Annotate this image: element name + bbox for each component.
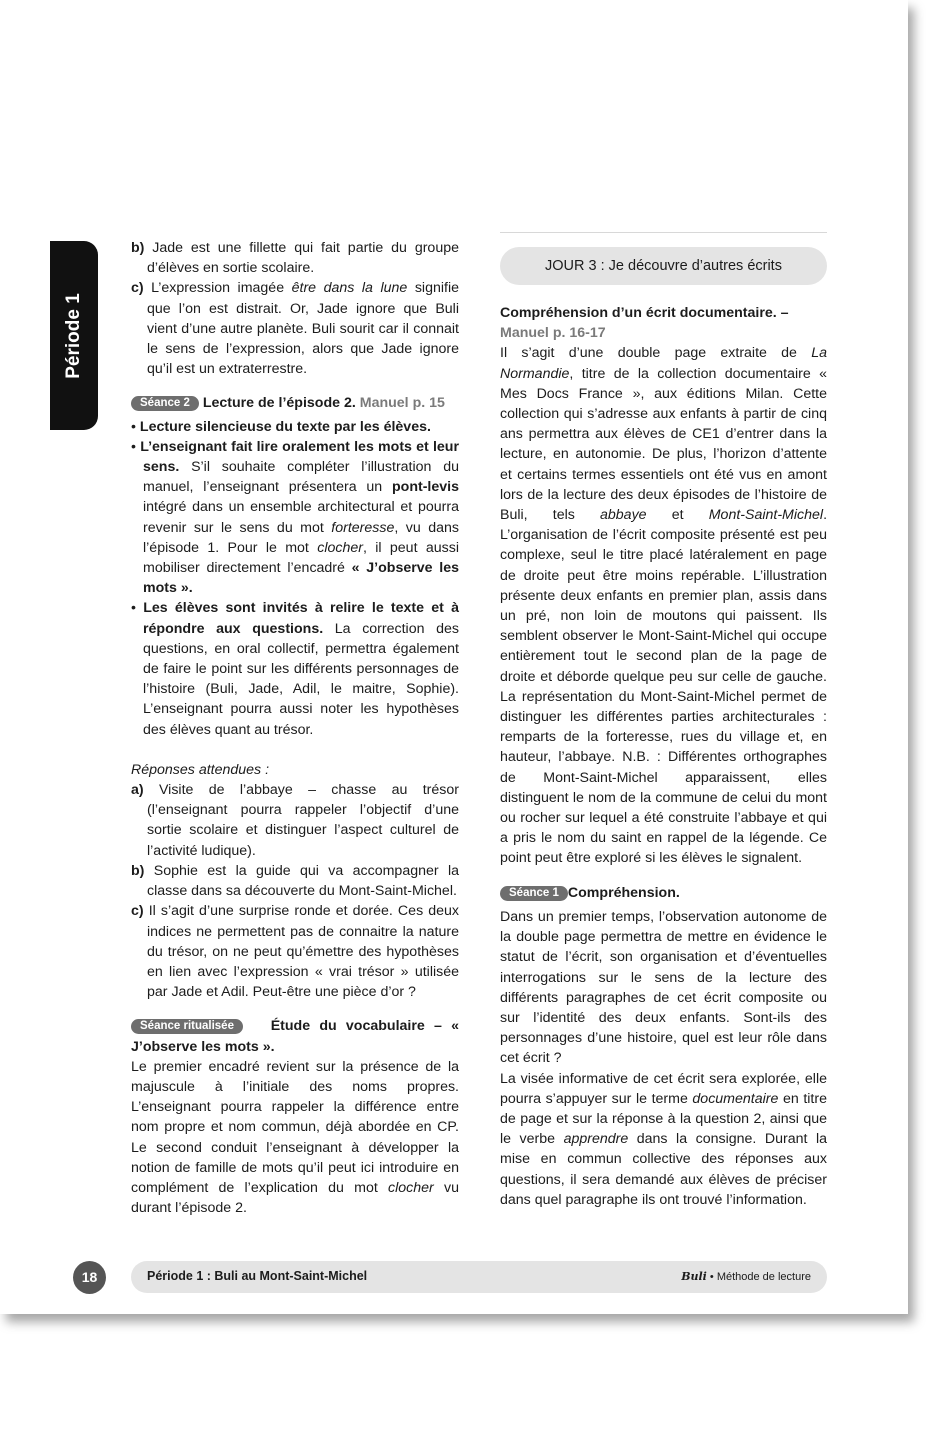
item-text: Visite de l’abbaye – chasse au trésor (l’enseignant pourra rappeler l’objectif d’une sortie scolaire et distinguer l’aspect culturel de l’activité ludique).	[147, 782, 459, 859]
vocab-paragraph	[131, 1057, 459, 1219]
item-label: a)	[131, 782, 144, 799]
paragraph-text: en titre de page et sur la réponse à la question 2, ainsi que le verbe	[500, 1090, 827, 1148]
comprehension-heading	[500, 303, 827, 343]
item-label: b)	[131, 862, 145, 879]
answer-item	[131, 901, 459, 1002]
day-banner: JOUR 3 : Je découvre d’autres écrits	[500, 247, 827, 285]
seance-2-pill: Séance 2	[131, 396, 199, 411]
left-column	[131, 238, 459, 1218]
bullet-bold: « J’observe les mots ».	[143, 560, 459, 597]
paragraph-italic: Mont-Saint-Michel	[708, 507, 824, 524]
seance-ritualisee-heading	[131, 1016, 459, 1056]
seance-ritualisee-pill: Séance ritualisée	[131, 1019, 243, 1034]
paragraph-italic: abbaye	[600, 507, 647, 524]
item-text: Il s’agit d’une surprise ronde et dorée. Ces deux indices ne permettent pas de connaitre la nature du trésor, on ne peut qu’émettre des hypothèses en lien avec l’expression « vrai trésor » utilisée par Jade et Adil. Peut-être une pièce d’or ?	[147, 903, 459, 1001]
comprehension-title: Compréhension d’un écrit documentaire. –	[500, 305, 789, 321]
seance-1-title: Compréhension.	[567, 884, 680, 901]
paragraph-italic: documentaire	[692, 1090, 779, 1107]
brand-logo: Buli	[681, 1270, 707, 1283]
comprehension-paragraph: Dans un premier temps, l’observation autonome de la double page permettra de mettre en évidence le statut de l’écrit, son organisation et d’éventuelles interrogations sur le sens de la lecture des différents paragraphes de cet écrit composite ou sur l’identité des deux enfants. Sont-ils des personnages d’une histoire, quel est leur rôle dans cet écrit ?	[500, 908, 827, 1067]
bullet-italic: clocher	[317, 539, 363, 556]
paragraph-text: , titre de la collection documentaire « Mes Docs France », aux éditions Milan. Cette collection qui s’adresse aux enfants à partir de cinq ans permettra aux élèves de CE1 d’entrer dans la lecture, en autonomie. De plus, l’horizon d’attente et certains termes essentiels ont été vus en amont lors de la lecture des deux épisodes de l’histoire de Buli, tels	[500, 365, 827, 524]
bullet-mark: •	[131, 438, 136, 455]
seance-1-pill: Séance 1	[500, 886, 568, 901]
item-text: Jade est une fillette qui fait partie du groupe d’élèves en sortie scolaire.	[147, 240, 459, 277]
item-label: c)	[131, 903, 144, 920]
bullet-item	[131, 598, 459, 739]
page-number: 18	[73, 1261, 106, 1294]
paragraph-text: . L’organisation de l’écrit composite présenté est peu complexe, seul le titre placé latéralement en page de droite peut être moins repérable. L’illustration présente deux enfants en premier plan, assis dans un pré, non loin de moutons qui paissent. Ils semblent observer le Mont-Saint-Michel qui occupe entièrement tout le second plan de la page de droite et déborde quelque peu sur celle de gauche. La représentation du Mont-Saint-Michel permet de distinguer les différentes parties architecturales : remparts de la forteresse, rues du village et, en hauteur, l’abbaye. N.B. : Différentes orthographes de Mont-Saint-Michel apparaissent, elles distinguent le nom de la commune de celui du mont ou rocher sur lequel a été construite l’abbaye et qui a pris le nom du saint en rappel de la légende. Ce point peut être exploré si les élèves le signalent.	[500, 507, 828, 867]
answer-c-prev	[131, 278, 459, 379]
answer-item	[131, 861, 459, 901]
period-side-tab	[50, 241, 98, 430]
manual-reference: Manuel p. 15	[359, 395, 445, 412]
paragraph-italic: apprendre	[563, 1131, 629, 1148]
bullet-bold: Lecture silencieuse du texte par les élèves.	[139, 418, 431, 435]
item-text: Sophie est la guide qui va accompagner la classe dans sa découverte du Mont-Saint-Michel.	[147, 862, 459, 900]
manual-reference: Manuel p. 16-17	[500, 325, 606, 342]
seance-2-title: Lecture de l’épisode 2.	[202, 395, 356, 412]
bullet-bold: L’enseignant fait lire oralement les mots et leur sens.	[140, 438, 459, 476]
seance-1-heading	[500, 883, 827, 903]
bullet-bold: pont-levis	[391, 479, 459, 496]
paragraph-text: dans la consigne. Durant la mise en commun collective des réponses aux questions, il sera demandé aux élèves de préciser dans quel paragraphe ils ont trouvé l’information.	[500, 1131, 827, 1208]
answers-title-text: Réponses attendues :	[131, 761, 270, 778]
period-side-label: Période 1	[63, 292, 84, 379]
informative-paragraph	[500, 1069, 827, 1210]
item-italic: être dans la lune	[291, 280, 408, 297]
bullet-item	[131, 437, 459, 599]
bullet-text: La correction des questions, en oral collectif, permettra également de faire le point sur les différents personnages de l’histoire (Buli, Jade, Adil, le maitre, Sophie). L’enseignant pourra aussi noter les hypothèses des élèves quant au trésor.	[143, 620, 460, 738]
documentary-paragraph	[500, 343, 827, 868]
bullet-text: , il peut aussi mobiliser directement l’encadré	[143, 539, 459, 577]
seance-2-heading	[131, 393, 459, 413]
footer-brand-block	[681, 1270, 811, 1283]
bullet-mark: •	[131, 418, 136, 435]
footer-period-title: Période 1 : Buli au Mont-Saint-Michel	[147, 1269, 368, 1283]
seance-ritualisee-title: Étude du vocabulaire – « J’observe les mots ».	[131, 1018, 459, 1055]
answers-title	[131, 760, 459, 780]
paragraph-text: Le premier encadré revient sur la présence de la majuscule à l’initiale des noms propres. L’enseignant pourra rappeler la différence entre nom propre et nom commun, déjà abordée en CP. Le second conduit l’enseignant à développer la notion de famille de mots qu’il peut ici introduire en complément de l’explication du mot	[131, 1058, 459, 1196]
paragraph-italic: La Normandie	[500, 345, 827, 382]
paragraph-text: Il s’agit d’une double page extraite de	[500, 345, 812, 362]
bullet-item	[131, 417, 459, 437]
bullet-text: , vu dans l’épisode 1. Pour le mot	[143, 519, 460, 556]
answer-b-prev	[131, 238, 459, 278]
item-text: L’expression imagée	[151, 280, 292, 297]
paragraph-text: vu durant l’épisode 2.	[131, 1179, 459, 1217]
item-label: c)	[131, 280, 144, 297]
bullet-mark: •	[131, 600, 136, 617]
footer-bar	[131, 1261, 827, 1293]
footer-method-text: • Méthode de lecture	[706, 1271, 811, 1283]
item-text: signifie que l’on est distrait. Or, Jade ignore que Buli vient d’une autre planète. Buli sourit car il connait le sens de l’expression, alors que Jade ignore qu’il est un extraterrestre.	[147, 280, 459, 378]
bullet-italic: forteresse	[331, 519, 395, 536]
paragraph-text: et	[646, 507, 709, 524]
item-label: b)	[131, 240, 145, 256]
bullet-text: S’il souhaite compléter l’illustration du manuel, l’enseignant présentera un	[143, 459, 459, 496]
answer-item	[131, 780, 459, 861]
paragraph-italic: clocher	[388, 1179, 434, 1196]
bullet-bold: Les élèves sont invités à relire le texte et à répondre aux questions.	[143, 600, 459, 637]
bullet-text: intégré dans un ensemble architectural et pourra revenir sur le sens du mot	[143, 499, 459, 536]
paragraph-text: La visée informative de cet écrit sera explorée, elle pourra s’appuyer sur le terme	[500, 1070, 827, 1107]
right-column	[500, 232, 827, 1210]
